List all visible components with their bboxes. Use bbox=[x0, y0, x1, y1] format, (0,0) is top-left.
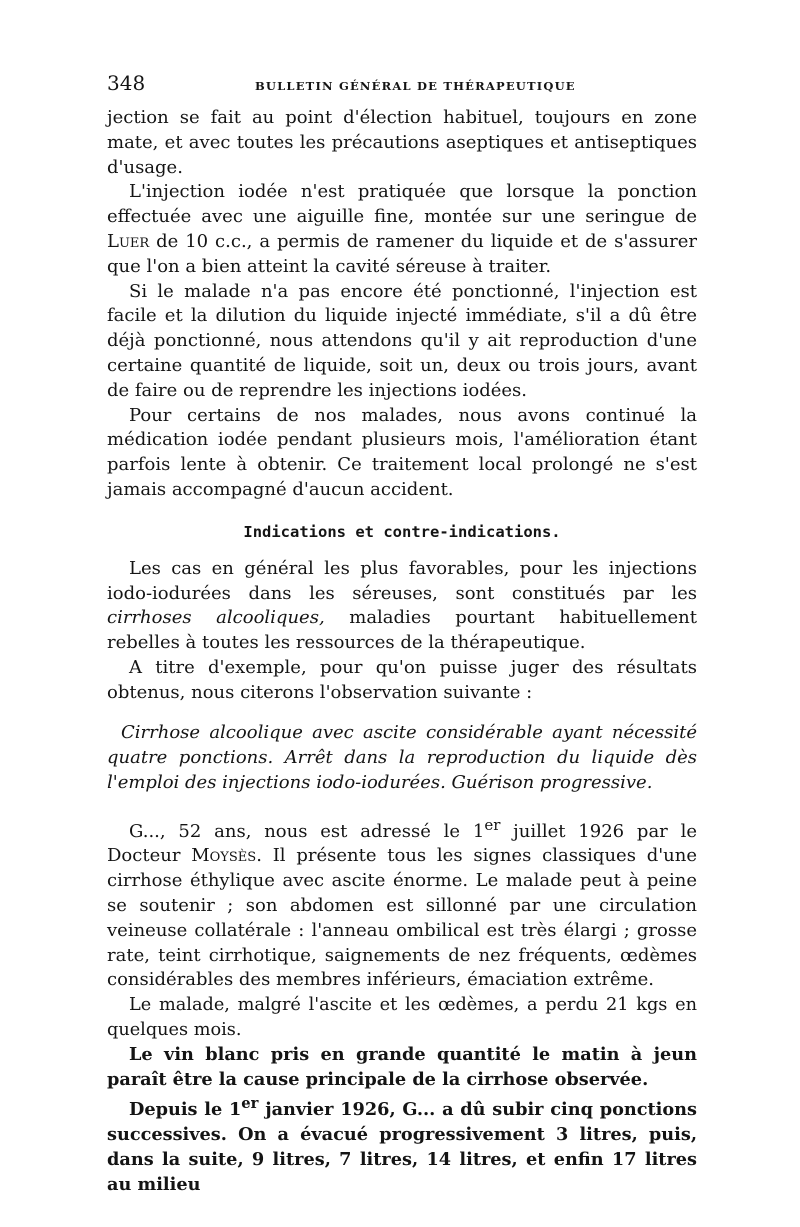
superscript-er-2: er bbox=[241, 1095, 259, 1113]
superscript-er: er bbox=[484, 815, 501, 834]
paragraph-3: Si le malade n'a pas encore été ponctionné, l'injection est facile et la dilution du liquide injecté immédiate, s'il a dû être déjà ponctionné, nous attendons qu'il y ait reproduction d'une certaine quantité de liquide, soit un, deux ou trois jours, avant de faire ou de reprendre les injections iodées. bbox=[107, 280, 697, 401]
document-page bbox=[107, 70, 697, 1197]
paragraph-7: G..., 52 ans, nous est adressé le 1er juillet 1926 par le Docteur Moysès. Il présente tous les signes classiques d'une cirrhose éthylique avec ascite énorme. Le malade peut à peine se soutenir ; son abdomen est sillonné par une circulation veineuse collatérale : l'anneau ombilical est très élargi ; grosse rate, teint cirrhotique, saignements de nez fréquents, œdèmes considérables des membres inférieurs, émaciation extrême. bbox=[107, 815, 698, 991]
running-title: BULLETIN GÉNÉRAL DE THÉRAPEUTIQUE bbox=[255, 79, 576, 93]
paragraph-2: L'injection iodée n'est pratiquée que lorsque la ponction effectuée avec une aiguille fine, montée sur une seringue de Luer de 10 c.c., a permis de ramener du liquide et de s'assurer que l'on a bien atteint la cavité séreuse à traiter. bbox=[107, 181, 697, 277]
person-name-moyses: Moysès bbox=[191, 845, 257, 867]
person-name-luer: Luer bbox=[107, 230, 150, 252]
section-heading: Indications et contre-indications. bbox=[243, 522, 561, 541]
emphasis-cirrhoses: cirrhoses alcooliques, bbox=[107, 607, 325, 629]
page-header bbox=[107, 70, 697, 106]
paragraph-5: Les cas en général les plus favorables, pour les injections iodo-iodurées dans les séreuses, sont constitués par les cirrhoses alcooliques, maladies pourtant habituellement rebelles à toutes les ressources de la thérapeutique. bbox=[107, 557, 698, 654]
paragraph-8: Le malade, malgré l'ascite et les œdèmes, a perdu 21 kgs en quelques mois. bbox=[107, 995, 697, 1040]
paragraph-6: A titre d'exemple, pour qu'on puisse juger des résultats obtenus, nous citerons l'observation suivante : bbox=[107, 656, 697, 703]
paragraph-4: Pour certains de nos malades, nous avons continué la médication iodée pendant plusieurs mois, l'amélioration étant parfois lente à obtenir. Ce traitement local prolongé ne s'est jamais accompagné d'aucun accident. bbox=[107, 404, 697, 500]
case-title: Cirrhose alcoolique avec ascite considérable ayant nécessité quatre ponctions. Arrêt dans la reproduction du liquide dès l'emploi des injections iodo-iodurées. Guérison progressive. bbox=[107, 721, 697, 793]
paragraph-1: jection se fait au point d'élection habituel, toujours en zone mate, et avec toutes les précautions aseptiques et antiseptiques d'usage. bbox=[107, 107, 697, 178]
paragraph-10: Depuis le 1er janvier 1926, G... a dû subir cinq ponctions successives. On a évacué progressivement 3 litres, puis, dans la suite, 9 litres, 7 litres, 14 litres, et enfin 17 litres au milieu bbox=[107, 1095, 697, 1195]
paragraph-9: Le vin blanc pris en grande quantité le matin à jeun paraît être la cause principale de la cirrhose observée. bbox=[107, 1043, 697, 1090]
page-number: 348 bbox=[107, 71, 146, 95]
